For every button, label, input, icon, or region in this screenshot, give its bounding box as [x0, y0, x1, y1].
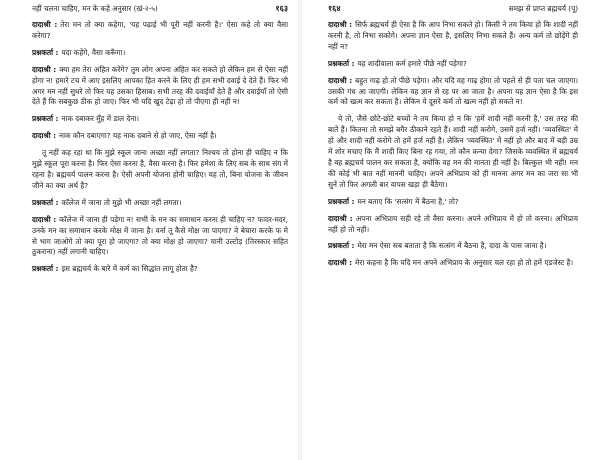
left-running-head: [32, 4, 288, 14]
dialogue-paragraph: [328, 241, 578, 252]
dialogue-paragraph: [32, 215, 288, 259]
speaker-label: दादाश्री :: [32, 131, 57, 141]
dialogue-paragraph: [32, 131, 288, 142]
speaker-label: प्रश्नकर्ता :: [328, 196, 355, 206]
dialogue-paragraph: [32, 148, 288, 192]
left-page-number: १६३: [275, 4, 288, 13]
right-running-head: [328, 4, 578, 14]
paragraph-text: यह शादीवाला कर्म हमारे पीछे नहीं पड़ेगा?: [357, 58, 467, 68]
paragraph-text: इस ब्रह्मचर्य के बारे में कर्म का सिद्धांत लागू होता है?: [61, 264, 198, 274]
speaker-label: दादाश्री :: [32, 20, 58, 29]
paragraph-text: तेरा मन तो क्या कहेगा, 'यह पढ़ाई भी पूरी नहीं करनी है।' ऐसा कहे तो क्या वैसा करेगा?: [32, 20, 288, 40]
speaker-label: दादाश्री :: [328, 20, 353, 29]
speaker-label: प्रश्नकर्ता :: [32, 47, 59, 57]
speaker-label: दादाश्री :: [328, 75, 353, 85]
paragraph-text: बहुत गाढ़ हो तो पीछे पड़ेगा। और यदि वह गाढ़ होगा तो पहले से ही पता चल जाएगा। उसकी गंध आ जाएगी। लेकिन वह ज्ञान से रह पर आ जाता है। अपना यह ज्ञान ऐसा है कि इस कर्म को खत्म कर सकता है। लेकिन ये दूसरे कर्म तो खत्म नहीं हो सकते न!: [328, 75, 578, 107]
speaker-label: दादाश्री :: [328, 258, 353, 268]
dialogue-paragraph: [328, 114, 578, 190]
paragraph-text: अपना अभिप्राय सही रहे तो वैसा करना। अपने अभिप्राय में हो तो करना। अभिप्राय नहीं हो तो नहीं।: [328, 213, 579, 234]
right-header-title: समझ से प्राप्त ब्रह्मचर्य (पू): [508, 4, 578, 13]
paragraph-text: नाक कौन दबाएगा? यह नाक दबाने से हो जाए, ऐसा नहीं है।: [59, 131, 217, 141]
paragraph-text: यदा कहेंगे, वैसा करूँगा।: [61, 47, 126, 57]
paragraph-text: सिर्फ ब्रह्मचर्य ही ऐसा है कि आप निभा सकते हो। किसी ने तय किया हो कि शादी नहीं करनी है, तो निभा सकोगे। अपना ज्ञान ऐसा है, इसलिए निभा सकते हैं। अन्य कर्म तो छोड़ेंगे ही नहीं न?: [328, 20, 578, 51]
dialogue-paragraph: [32, 114, 288, 125]
dialogue-paragraph: [328, 197, 578, 208]
speaker-label: प्रश्नकर्ता :: [32, 114, 59, 124]
left-page-body: [32, 20, 288, 275]
speaker-label: प्रश्नकर्ता :: [32, 197, 59, 207]
dialogue-paragraph: [328, 76, 578, 109]
right-page-number: १६४: [328, 4, 341, 13]
dialogue-paragraph: [328, 59, 578, 70]
speaker-label: दादाश्री :: [32, 214, 57, 224]
dialogue-paragraph: [328, 258, 578, 269]
paragraph-text: मन बताए कि 'सत्संग में बैठना है,' तो?: [357, 196, 459, 206]
paragraph-text: नाक दबाकर मुँह में डाल देना।: [61, 114, 140, 124]
dialogue-paragraph: [32, 20, 288, 42]
dialogue-paragraph: [32, 65, 288, 109]
left-header-title: नहीं चलना चाहिए, मन के कहे अनुसार (खं-२-५): [32, 4, 158, 13]
speaker-label: प्रश्नकर्ता :: [328, 58, 355, 68]
speaker-label: प्रश्नकर्ता :: [328, 241, 355, 251]
dialogue-paragraph: [328, 214, 578, 236]
speaker-label: दादाश्री :: [32, 64, 57, 74]
dialogue-paragraph: [32, 264, 288, 275]
paragraph-text: कॉलेज में जाना ही पड़ेगा न! सभी के मन का समाधान करना ही चाहिए न? फादर-मदर, उनके मन का समाधान करके मोक्ष में जाना है। वर्ना तू कैसे मोक्ष जा पाएगा? वे बेचारा करके फ मे से भाग जाओगे तो क्या पूरा हो जाएगा? तो क्या मोक्ष हो जाएगा? यानी उल्टोड़ (तिरस्कार सहित ठुकराना) नहीं लगानी चाहिए।: [32, 214, 288, 257]
left-page: [0, 0, 298, 460]
right-page: [302, 0, 600, 460]
right-page-body: [328, 20, 578, 269]
dialogue-paragraph: [328, 20, 578, 53]
paragraph-text: ये तो, जैसे छोटे-छोटे बच्चों ने तय किया हो न कि 'हमें शादी नहीं करनी है,' उस तरह की बातें हैं। कितना तो समझे बगैर ठीकाने रहते हैं। शादी नहीं करोगे, उसमें हर्ज नहीं। 'व्यवस्थित' में हो और शादी नहीं करोगे तो हमें हर्ज नहीं है। लेकिन 'व्यवस्थित' में नहीं हो और बाद में बड़ी उम्र में शोर मचाए कि मैं शादी किए बिना रह गया, तो कौन कन्या देगा? जिसके व्यवस्थित में ब्रह्मचर्य है वह ब्रह्मचर्य पालन कर सकता है, क्योंकि वह मन की मानता ही नहीं है। बिल्कुल भी नहीं! मन की कोई भी बात नहीं माननी चाहिए। अपने अभिप्राय को ही मानना अगर मन का जरा सा भी सुनें तो फिर अगली बार वापस खड़ा ही बैठेगा।: [328, 114, 578, 189]
paragraph-text: कॉलेज में जाना तो मुझे भी अच्छा नहीं लगता।: [61, 197, 182, 207]
speaker-label: दादाश्री :: [328, 213, 353, 223]
speaker-label: प्रश्नकर्ता :: [32, 264, 59, 274]
dialogue-paragraph: [32, 198, 288, 209]
paragraph-text: मेरा कहना है कि यदि मन अपने अभिप्राय के अनुसार चल रहा हो तो हमें एडजेस्ट है।: [355, 258, 574, 268]
paragraph-text: मेरा मन ऐसा सब बताता है कि सत्संग में बैठना है, दादा के पास जाना है।: [357, 241, 547, 251]
dialogue-paragraph: [32, 48, 288, 59]
paragraph-text: क्या हम तेरा अहित करेंगे? तुम लोग अपना अहित कर सकते हो लेकिन हम से ऐसा नहीं होगा न! हमारे टच में आए इसलिए आपका हित करने के लिए ही हम सभी दवाई दे देते हैं। फिर भी अगर मन नहीं सुधरे तो फिर यह उसका हिसाब। सभी तरह की दवाईयाँ देते हैं और दवाईयाँ तो ऐसी देते हैं कि सबकुछ ठीक हो जाए। फिर भी यदि खुद टेढ़ा हो तो पीएगा ही नहीं न!: [32, 64, 289, 107]
paragraph-text: तू नहीं कह रहा था कि मुझे स्कूल जाना अच्छा नहीं लगता? निश्चय तो होना ही चाहिए न कि मुझे स्कूल पूरा करना है। फिर ऐसा करना है, वैसा करना है। फिर हमेशा के लिए सब के साथ संग में रहना है। ब्रह्मचर्य पालन करना है। ऐसी अपनी योजना होनी चाहिए। यह तो, बिना योजना के जीवन जीने का क्या अर्थ है?: [32, 148, 288, 190]
